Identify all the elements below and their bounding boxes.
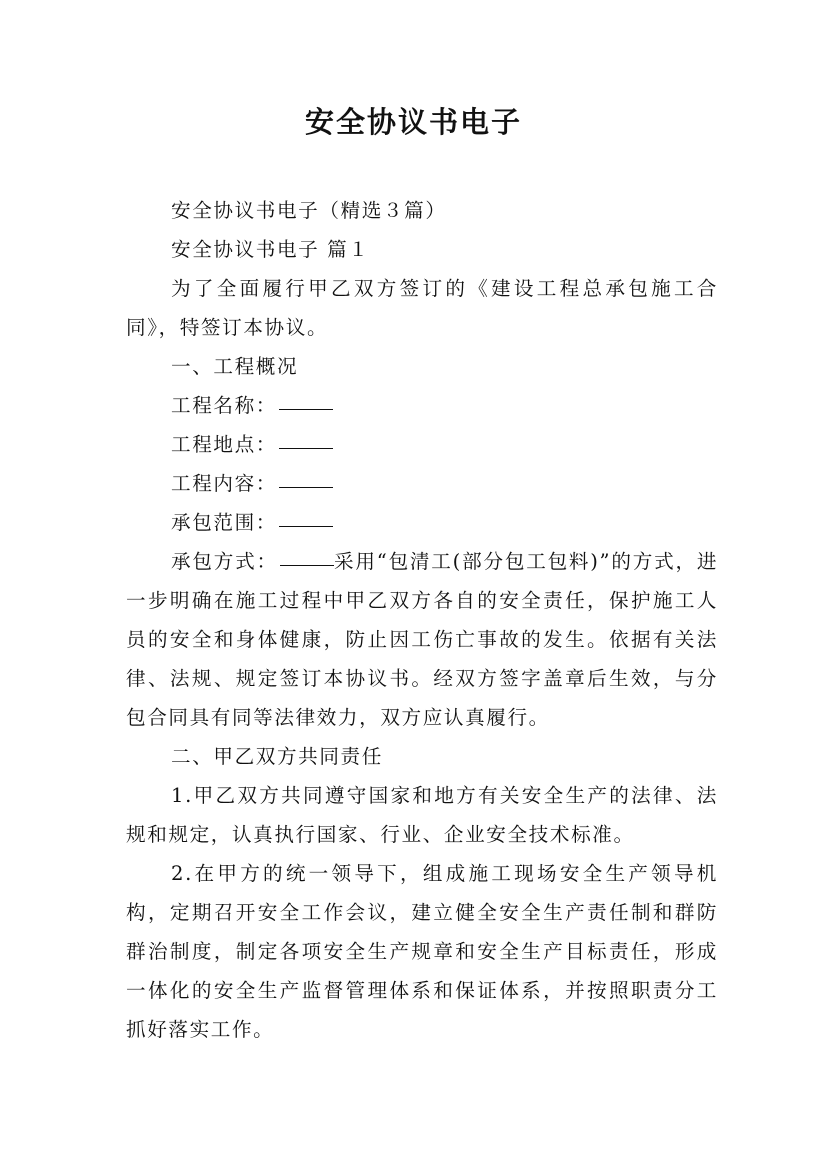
field-label: 工程名称： xyxy=(171,394,277,417)
field-project-name xyxy=(126,386,718,425)
list-item: 1.甲乙双方共同遵守国家和地方有关安全生产的法律、法规和规定，认真执行国家、行业、企业安全技术标准。 xyxy=(126,784,718,846)
field-project-location xyxy=(126,425,718,464)
method-description: 采用“包清工(部分包工包料)”的方式，进一步明确在施工过程中甲乙双方各自的安全责任，保护施工人员的安全和身体健康，防止因工伤亡事故的发生。依据有关法律、法规、规定签订本协议书。经双方签字盖章后生效，与分包合同具有同等法律效力，双方应认真履行。 xyxy=(126,550,719,729)
field-contract-method xyxy=(126,542,718,737)
subtitle-paragraph: 安全协议书电子（精选３篇） xyxy=(171,199,447,222)
intro-paragraph: 为了全面履行甲乙双方签订的《建设工程总承包施工合同》，特签订本协议。 xyxy=(126,277,718,339)
field-label: 承包范围： xyxy=(171,511,277,534)
fill-blank-line xyxy=(279,525,333,527)
fill-blank-line xyxy=(279,447,333,449)
fill-blank-line xyxy=(279,486,333,488)
field-project-content xyxy=(126,464,718,503)
document-body xyxy=(126,191,718,1049)
field-contract-scope xyxy=(126,503,718,542)
fill-blank-line xyxy=(279,408,333,410)
section-heading-joint-responsibility: 二、甲乙双方共同责任 xyxy=(171,745,383,768)
section-heading-overview: 一、工程概况 xyxy=(171,355,299,378)
document-title: 安全协议书电子 xyxy=(304,105,522,139)
field-label: 承包方式： xyxy=(171,550,278,573)
part-heading: 安全协议书电子 篇１ xyxy=(171,238,370,261)
list-item: 2.在甲方的统一领导下，组成施工现场安全生产领导机构，定期召开安全工作会议，建立健全安全生产责任制和群防群治制度，制定各项安全生产规章和安全生产目标责任，形成一体化的安全生产监督管理体系和保证体系，并按照职责分工抓好落实工作。 xyxy=(126,862,718,1041)
field-label: 工程内容： xyxy=(171,472,277,495)
fill-blank-line xyxy=(280,564,334,566)
field-label: 工程地点： xyxy=(171,433,277,456)
